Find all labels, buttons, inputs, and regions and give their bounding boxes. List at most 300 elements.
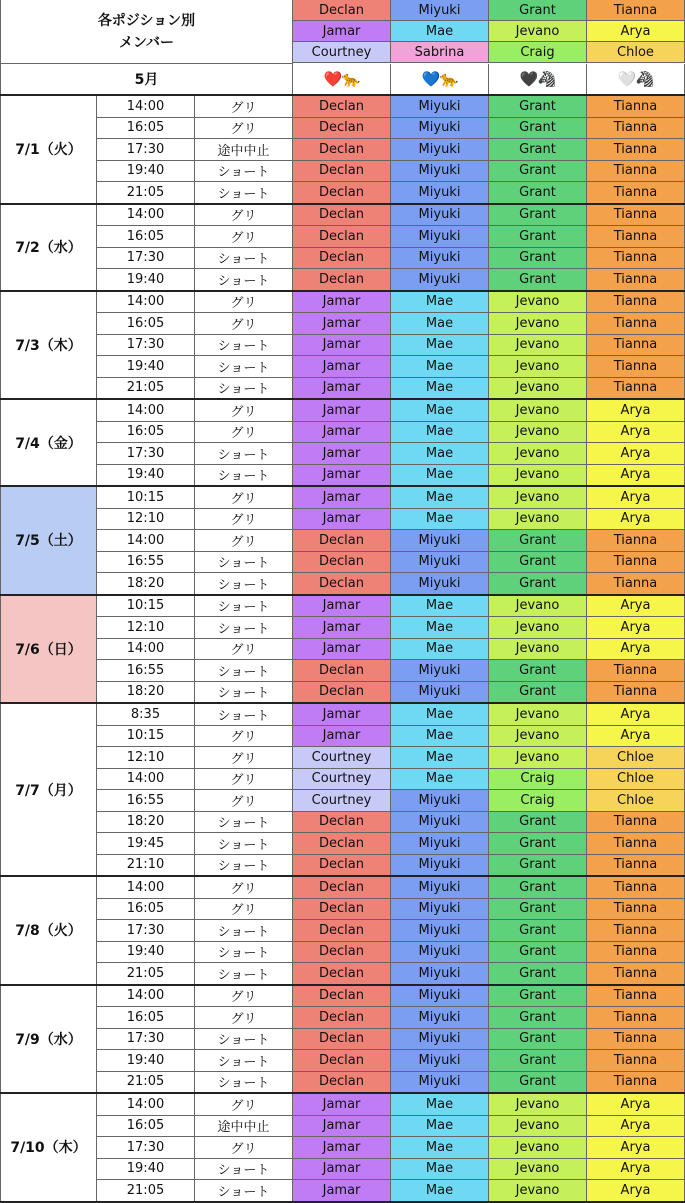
member-cell: Chloe xyxy=(587,42,685,63)
member-cell: Arya xyxy=(587,1159,685,1181)
position-icon: 💙🐆 xyxy=(391,64,489,95)
member-cell: Grant xyxy=(489,248,587,270)
date-cell: 7/1（火） xyxy=(0,96,97,204)
member-cell: Tianna xyxy=(587,942,685,964)
member-cell: Grant xyxy=(489,920,587,942)
time-cell: 14:00 xyxy=(97,639,195,661)
type-cell: グリ xyxy=(195,205,293,227)
member-cell: Declan xyxy=(293,920,391,942)
member-cell: Jevano xyxy=(489,400,587,422)
member-cell: Arya xyxy=(587,21,685,42)
member-cell: Tianna xyxy=(587,963,685,985)
member-cell: Grant xyxy=(489,118,587,140)
member-cell: Tianna xyxy=(587,0,685,21)
time-cell: 19:40 xyxy=(97,1159,195,1181)
member-cell: Mae xyxy=(391,487,489,509)
date-cell: 7/10（木） xyxy=(0,1094,97,1202)
member-cell: Tianna xyxy=(587,855,685,877)
member-cell: Miyuki xyxy=(391,920,489,942)
member-cell: Tianna xyxy=(587,833,685,855)
member-cell: Declan xyxy=(293,1050,391,1072)
member-cell: Jevano xyxy=(489,443,587,465)
time-cell: 21:05 xyxy=(97,378,195,400)
member-cell: Declan xyxy=(293,1007,391,1029)
type-cell: ショート xyxy=(195,942,293,964)
member-cell: Declan xyxy=(293,226,391,248)
time-cell: 18:20 xyxy=(97,573,195,595)
member-cell: Jamar xyxy=(293,1180,391,1202)
member-cell: Declan xyxy=(293,139,391,161)
type-cell: ショート xyxy=(195,660,293,682)
member-cell: Miyuki xyxy=(391,161,489,183)
time-cell: 16:05 xyxy=(97,899,195,921)
member-cell: Arya xyxy=(587,465,685,487)
member-cell: Miyuki xyxy=(391,226,489,248)
time-cell: 14:00 xyxy=(97,292,195,314)
type-cell: ショート xyxy=(195,855,293,877)
type-cell: ショート xyxy=(195,248,293,270)
member-cell: Jevano xyxy=(489,1137,587,1159)
member-cell: Grant xyxy=(489,96,587,118)
time-cell: 10:15 xyxy=(97,487,195,509)
member-cell: Miyuki xyxy=(391,833,489,855)
member-cell: Miyuki xyxy=(391,1072,489,1094)
time-cell: 21:05 xyxy=(97,1072,195,1094)
member-cell: Mae xyxy=(391,639,489,661)
member-cell: Jamar xyxy=(293,1116,391,1138)
member-cell: Declan xyxy=(293,118,391,140)
member-cell: Jamar xyxy=(293,1137,391,1159)
time-cell: 17:30 xyxy=(97,139,195,161)
time-cell: 16:55 xyxy=(97,790,195,812)
member-cell: Declan xyxy=(293,205,391,227)
member-cell: Arya xyxy=(587,726,685,748)
member-cell: Grant xyxy=(489,812,587,834)
member-cell: Declan xyxy=(293,833,391,855)
member-cell: Jamar xyxy=(293,726,391,748)
time-cell: 21:05 xyxy=(97,963,195,985)
member-cell: Miyuki xyxy=(391,1029,489,1051)
member-cell: Mae xyxy=(391,1116,489,1138)
position-icon: ❤️🐆 xyxy=(293,64,391,95)
type-cell: ショート xyxy=(195,356,293,378)
member-cell: Miyuki xyxy=(391,855,489,877)
time-cell: 21:10 xyxy=(97,855,195,877)
member-cell: Tianna xyxy=(587,248,685,270)
member-cell: Tianna xyxy=(587,292,685,314)
member-cell: Chloe xyxy=(587,769,685,791)
member-cell: Declan xyxy=(293,269,391,291)
time-cell: 17:30 xyxy=(97,1137,195,1159)
member-cell: Tianna xyxy=(587,182,685,204)
member-cell: Jamar xyxy=(293,617,391,639)
day-divider xyxy=(0,1201,685,1203)
type-cell: グリ xyxy=(195,726,293,748)
member-cell: Jevano xyxy=(489,356,587,378)
time-cell: 17:30 xyxy=(97,248,195,270)
type-cell: 途中中止 xyxy=(195,139,293,161)
type-cell: ショート xyxy=(195,682,293,704)
date-cell: 7/6（日） xyxy=(0,596,97,704)
member-cell: Tianna xyxy=(587,139,685,161)
time-cell: 19:40 xyxy=(97,465,195,487)
member-cell: Mae xyxy=(391,1094,489,1116)
member-cell: Arya xyxy=(587,400,685,422)
member-cell: Courtney xyxy=(293,769,391,791)
member-cell: Jamar xyxy=(293,335,391,357)
member-cell: Tianna xyxy=(587,660,685,682)
time-cell: 14:00 xyxy=(97,986,195,1008)
type-cell: グリ xyxy=(195,487,293,509)
member-cell: Miyuki xyxy=(391,1007,489,1029)
member-cell: Mae xyxy=(391,400,489,422)
member-cell: Grant xyxy=(489,552,587,574)
member-cell: Grant xyxy=(489,660,587,682)
member-cell: Arya xyxy=(587,1180,685,1202)
type-cell: ショート xyxy=(195,465,293,487)
member-cell: Declan xyxy=(293,1072,391,1094)
member-cell: Arya xyxy=(587,596,685,618)
member-cell: Craig xyxy=(489,769,587,791)
member-cell: Tianna xyxy=(587,161,685,183)
position-icon: 🤍🦓 xyxy=(587,64,685,95)
member-cell: Tianna xyxy=(587,552,685,574)
member-cell: Mae xyxy=(391,1180,489,1202)
member-cell: Mae xyxy=(391,443,489,465)
type-cell: グリ xyxy=(195,400,293,422)
member-cell: Arya xyxy=(587,422,685,444)
date-cell: 7/7（月） xyxy=(0,704,97,876)
member-cell: Arya xyxy=(587,1116,685,1138)
member-cell: Mae xyxy=(391,509,489,531)
member-cell: Miyuki xyxy=(391,877,489,899)
time-cell: 16:05 xyxy=(97,226,195,248)
member-cell: Arya xyxy=(587,1137,685,1159)
type-cell: グリ xyxy=(195,96,293,118)
type-cell: ショート xyxy=(195,833,293,855)
date-cell: 7/5（土） xyxy=(0,487,97,595)
member-cell: Declan xyxy=(293,182,391,204)
member-cell: Jamar xyxy=(293,313,391,335)
member-cell: Jevano xyxy=(489,487,587,509)
member-cell: Declan xyxy=(293,877,391,899)
time-cell: 19:40 xyxy=(97,269,195,291)
member-cell: Miyuki xyxy=(391,139,489,161)
member-cell: Courtney xyxy=(293,42,391,63)
member-cell: Declan xyxy=(293,812,391,834)
member-cell: Jamar xyxy=(293,21,391,42)
member-cell: Declan xyxy=(293,986,391,1008)
member-cell: Tianna xyxy=(587,682,685,704)
member-cell: Jamar xyxy=(293,378,391,400)
member-cell: Jamar xyxy=(293,356,391,378)
member-cell: Arya xyxy=(587,639,685,661)
member-cell: Mae xyxy=(391,292,489,314)
type-cell: ショート xyxy=(195,269,293,291)
type-cell: ショート xyxy=(195,1180,293,1202)
member-cell: Mae xyxy=(391,769,489,791)
type-cell: グリ xyxy=(195,530,293,552)
member-cell: Arya xyxy=(587,443,685,465)
member-cell: Jevano xyxy=(489,422,587,444)
type-cell: ショート xyxy=(195,1029,293,1051)
member-cell: Declan xyxy=(293,1029,391,1051)
type-cell: ショート xyxy=(195,552,293,574)
time-cell: 12:10 xyxy=(97,747,195,769)
member-cell: Jevano xyxy=(489,21,587,42)
member-cell: Jevano xyxy=(489,313,587,335)
time-cell: 19:45 xyxy=(97,833,195,855)
type-cell: ショート xyxy=(195,573,293,595)
member-cell: Tianna xyxy=(587,378,685,400)
member-cell: Mae xyxy=(391,747,489,769)
time-cell: 10:15 xyxy=(97,596,195,618)
type-cell: 途中中止 xyxy=(195,1116,293,1138)
member-cell: Miyuki xyxy=(391,899,489,921)
type-cell: グリ xyxy=(195,769,293,791)
member-cell: Declan xyxy=(293,963,391,985)
member-cell: Arya xyxy=(587,509,685,531)
time-cell: 19:40 xyxy=(97,942,195,964)
member-cell: Grant xyxy=(489,1007,587,1029)
member-cell: Declan xyxy=(293,573,391,595)
member-cell: Miyuki xyxy=(391,1050,489,1072)
time-cell: 8:35 xyxy=(97,704,195,726)
title-line-1: 各ポジション別 xyxy=(97,12,196,29)
member-cell: Jamar xyxy=(293,465,391,487)
type-cell: ショート xyxy=(195,161,293,183)
time-cell: 18:20 xyxy=(97,812,195,834)
table-title xyxy=(0,0,293,64)
member-cell: Mae xyxy=(391,335,489,357)
time-cell: 14:00 xyxy=(97,530,195,552)
member-cell: Miyuki xyxy=(391,812,489,834)
member-cell: Jamar xyxy=(293,1159,391,1181)
member-cell: Tianna xyxy=(587,313,685,335)
type-cell: グリ xyxy=(195,986,293,1008)
time-cell: 21:05 xyxy=(97,182,195,204)
member-cell: Grant xyxy=(489,877,587,899)
member-cell: Jevano xyxy=(489,509,587,531)
member-cell: Miyuki xyxy=(391,118,489,140)
member-cell: Mae xyxy=(391,422,489,444)
member-cell: Declan xyxy=(293,660,391,682)
member-cell: Miyuki xyxy=(391,182,489,204)
member-cell: Jevano xyxy=(489,704,587,726)
type-cell: ショート xyxy=(195,920,293,942)
member-cell: Jevano xyxy=(489,465,587,487)
member-cell: Courtney xyxy=(293,747,391,769)
member-cell: Miyuki xyxy=(391,552,489,574)
member-cell: Jevano xyxy=(489,726,587,748)
member-cell: Declan xyxy=(293,942,391,964)
member-cell: Grant xyxy=(489,139,587,161)
type-cell: グリ xyxy=(195,747,293,769)
member-cell: Tianna xyxy=(587,118,685,140)
time-cell: 17:30 xyxy=(97,443,195,465)
time-cell: 16:05 xyxy=(97,118,195,140)
time-cell: 16:55 xyxy=(97,660,195,682)
type-cell: グリ xyxy=(195,292,293,314)
date-cell: 7/8（火） xyxy=(0,877,97,985)
member-cell: Tianna xyxy=(587,1050,685,1072)
type-cell: グリ xyxy=(195,877,293,899)
type-cell: グリ xyxy=(195,1007,293,1029)
member-cell: Miyuki xyxy=(391,248,489,270)
member-cell: Miyuki xyxy=(391,96,489,118)
member-cell: Jamar xyxy=(293,400,391,422)
member-cell: Arya xyxy=(587,617,685,639)
member-cell: Craig xyxy=(489,42,587,63)
member-cell: Grant xyxy=(489,226,587,248)
member-cell: Declan xyxy=(293,899,391,921)
type-cell: グリ xyxy=(195,118,293,140)
member-cell: Mae xyxy=(391,21,489,42)
member-cell: Craig xyxy=(489,790,587,812)
member-cell: Mae xyxy=(391,378,489,400)
member-cell: Declan xyxy=(293,855,391,877)
member-cell: Arya xyxy=(587,704,685,726)
member-cell: Jevano xyxy=(489,747,587,769)
member-cell: Jevano xyxy=(489,1116,587,1138)
type-cell: ショート xyxy=(195,617,293,639)
time-cell: 19:40 xyxy=(97,356,195,378)
type-cell: ショート xyxy=(195,596,293,618)
type-cell: グリ xyxy=(195,509,293,531)
member-cell: Grant xyxy=(489,986,587,1008)
member-cell: Miyuki xyxy=(391,942,489,964)
type-cell: グリ xyxy=(195,313,293,335)
member-cell: Chloe xyxy=(587,747,685,769)
type-cell: グリ xyxy=(195,790,293,812)
time-cell: 14:00 xyxy=(97,877,195,899)
member-cell: Tianna xyxy=(587,1007,685,1029)
member-cell: Miyuki xyxy=(391,0,489,21)
member-cell: Jevano xyxy=(489,1159,587,1181)
type-cell: ショート xyxy=(195,1050,293,1072)
member-cell: Declan xyxy=(293,530,391,552)
date-cell: 7/3（木） xyxy=(0,292,97,400)
member-cell: Jamar xyxy=(293,487,391,509)
member-cell: Jevano xyxy=(489,335,587,357)
member-cell: Tianna xyxy=(587,205,685,227)
member-cell: Jamar xyxy=(293,639,391,661)
member-cell: Grant xyxy=(489,682,587,704)
member-cell: Tianna xyxy=(587,530,685,552)
member-cell: Chloe xyxy=(587,790,685,812)
member-cell: Mae xyxy=(391,726,489,748)
type-cell: ショート xyxy=(195,378,293,400)
member-cell: Grant xyxy=(489,269,587,291)
type-cell: ショート xyxy=(195,963,293,985)
member-cell: Grant xyxy=(489,833,587,855)
member-cell: Tianna xyxy=(587,899,685,921)
time-cell: 14:00 xyxy=(97,205,195,227)
time-cell: 14:00 xyxy=(97,769,195,791)
member-cell: Miyuki xyxy=(391,790,489,812)
member-cell: Grant xyxy=(489,963,587,985)
member-cell: Miyuki xyxy=(391,269,489,291)
member-cell: Miyuki xyxy=(391,660,489,682)
type-cell: グリ xyxy=(195,639,293,661)
date-cell: 7/4（金） xyxy=(0,400,97,486)
time-cell: 14:00 xyxy=(97,1094,195,1116)
time-cell: 17:30 xyxy=(97,920,195,942)
time-cell: 16:05 xyxy=(97,1116,195,1138)
time-cell: 21:05 xyxy=(97,1180,195,1202)
member-cell: Tianna xyxy=(587,920,685,942)
member-cell: Grant xyxy=(489,899,587,921)
member-cell: Tianna xyxy=(587,573,685,595)
member-cell: Declan xyxy=(293,552,391,574)
member-cell: Mae xyxy=(391,1159,489,1181)
position-icon: 🖤🦓 xyxy=(489,64,587,95)
member-cell: Arya xyxy=(587,487,685,509)
member-cell: Tianna xyxy=(587,1072,685,1094)
member-cell: Grant xyxy=(489,530,587,552)
member-cell: Grant xyxy=(489,855,587,877)
member-cell: Jevano xyxy=(489,596,587,618)
member-cell: Miyuki xyxy=(391,682,489,704)
member-cell: Mae xyxy=(391,356,489,378)
member-cell: Tianna xyxy=(587,269,685,291)
member-cell: Grant xyxy=(489,161,587,183)
type-cell: グリ xyxy=(195,1137,293,1159)
member-cell: Miyuki xyxy=(391,530,489,552)
time-cell: 16:55 xyxy=(97,552,195,574)
member-cell: Mae xyxy=(391,1137,489,1159)
member-cell: Declan xyxy=(293,248,391,270)
time-cell: 17:30 xyxy=(97,1029,195,1051)
member-cell: Miyuki xyxy=(391,205,489,227)
member-cell: Mae xyxy=(391,465,489,487)
member-cell: Mae xyxy=(391,704,489,726)
member-cell: Mae xyxy=(391,617,489,639)
member-cell: Tianna xyxy=(587,335,685,357)
date-cell: 7/2（水） xyxy=(0,205,97,291)
member-cell: Declan xyxy=(293,0,391,21)
member-cell: Courtney xyxy=(293,790,391,812)
member-cell: Jamar xyxy=(293,422,391,444)
type-cell: ショート xyxy=(195,1159,293,1181)
member-cell: Sabrina xyxy=(391,42,489,63)
type-cell: ショート xyxy=(195,335,293,357)
date-cell: 7/9（水） xyxy=(0,986,97,1094)
member-cell: Jevano xyxy=(489,617,587,639)
member-cell: Grant xyxy=(489,1050,587,1072)
time-cell: 14:00 xyxy=(97,96,195,118)
type-cell: グリ xyxy=(195,226,293,248)
member-cell: Jamar xyxy=(293,443,391,465)
time-cell: 19:40 xyxy=(97,1050,195,1072)
member-cell: Tianna xyxy=(587,96,685,118)
member-cell: Jamar xyxy=(293,509,391,531)
title-line-2: メンバー xyxy=(118,34,175,51)
member-cell: Tianna xyxy=(587,226,685,248)
member-cell: Grant xyxy=(489,182,587,204)
member-cell: Declan xyxy=(293,96,391,118)
member-cell: Grant xyxy=(489,942,587,964)
member-cell: Jamar xyxy=(293,704,391,726)
type-cell: ショート xyxy=(195,812,293,834)
member-cell: Mae xyxy=(391,313,489,335)
member-cell: Jamar xyxy=(293,1094,391,1116)
time-cell: 17:30 xyxy=(97,335,195,357)
type-cell: ショート xyxy=(195,1072,293,1094)
member-cell: Jevano xyxy=(489,639,587,661)
member-cell: Grant xyxy=(489,0,587,21)
member-cell: Jamar xyxy=(293,596,391,618)
